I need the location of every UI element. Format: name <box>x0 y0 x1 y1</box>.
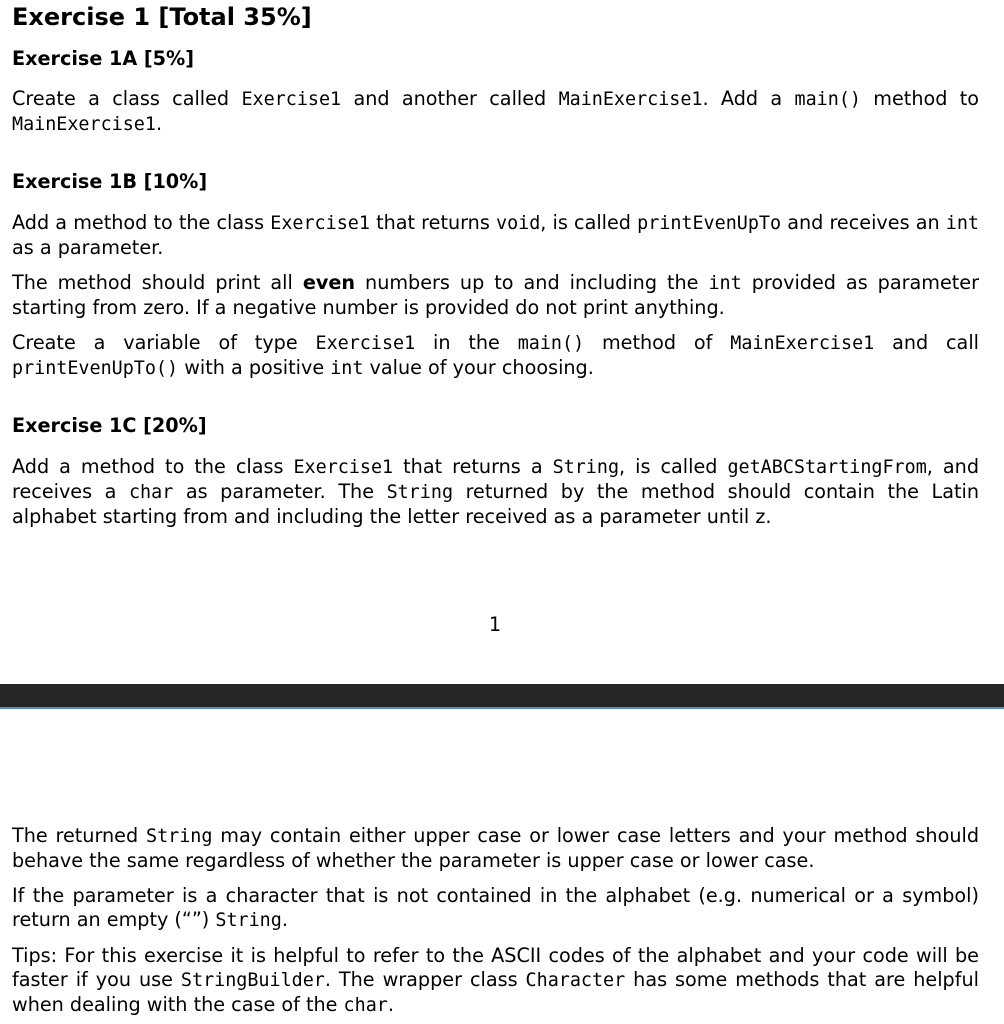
text-run: returned by the method should contain the Latin alphabet starting from and including the letter received as a parameter until z. <box>12 480 979 528</box>
text-run: that returns <box>369 211 496 234</box>
exercise-1b-paragraph-1 <box>12 211 979 260</box>
inline-code: void <box>496 213 541 234</box>
inline-code: String <box>215 910 282 931</box>
page2-paragraph-2 <box>12 884 979 933</box>
text-run: method to <box>860 87 980 110</box>
inline-code: main() <box>794 89 861 110</box>
text-run: as parameter. The <box>173 480 387 503</box>
page-separator <box>0 684 1004 709</box>
inline-code: int <box>330 358 364 379</box>
inline-code: MainExercise1 <box>12 114 156 135</box>
text-run: , and receives a <box>12 455 979 503</box>
exercise-1a-paragraph <box>12 87 979 137</box>
text-run: . Add a <box>702 87 795 110</box>
inline-code: Exercise1 <box>315 333 416 354</box>
text-run: and receives an <box>781 211 946 234</box>
text-run: as a parameter. <box>12 236 164 259</box>
inline-code: String <box>146 826 213 847</box>
inline-code: Exercise1 <box>270 213 370 234</box>
inline-code: int <box>708 273 742 294</box>
page-number: 1 <box>488 613 502 636</box>
exercise-title: Exercise 1 [Total 35%] <box>12 3 312 31</box>
exercise-1c-paragraph <box>12 455 979 529</box>
exercise-1b-paragraph-3 <box>12 331 979 381</box>
document-page-2 <box>0 709 1004 1024</box>
text-run: method of <box>584 331 731 354</box>
text-run: in the <box>415 331 518 354</box>
text-run: Add a method to the class <box>12 455 294 478</box>
text-run: and another called <box>341 87 559 110</box>
inline-code: MainExercise1 <box>558 89 703 110</box>
inline-code: Character <box>525 970 626 991</box>
inline-code: printEvenUpTo <box>637 213 782 234</box>
inline-code: String <box>386 482 454 503</box>
exercise-1c-heading: Exercise 1C [20%] <box>12 414 207 437</box>
text-run: , is called <box>619 455 728 478</box>
text-run: may contain either upper case or lower case letters and your method should behave the same regardless of whether the parameter is upper case or lower case. <box>12 824 980 872</box>
text-run: . <box>281 908 288 931</box>
inline-code: getABCStartingFrom <box>727 457 927 478</box>
page2-paragraph-3 <box>12 944 979 1018</box>
exercise-1b-heading: Exercise 1B [10%] <box>12 170 208 193</box>
text-run: The returned <box>12 824 146 847</box>
text-run: with a positive <box>178 356 331 379</box>
text-run: . <box>387 993 394 1016</box>
text-run: and call <box>874 331 979 354</box>
text-run: Create a variable of type <box>12 331 316 354</box>
text-run: that returns a <box>393 455 553 478</box>
text-run: The method should print all <box>12 271 303 294</box>
text-run: . <box>155 112 163 135</box>
exercise-1b-paragraph-2 <box>12 271 979 320</box>
text-run: has some methods that are helpful when dealing with the case of the <box>12 968 979 1016</box>
text-run: Create a class called <box>12 87 242 110</box>
text-run: Tips: For this exercise it is helpful to refer to the ASCII codes of the alphabet and your code will be faster if you use <box>12 944 979 991</box>
text-run: Add a method to the class <box>12 211 271 234</box>
inline-code: Exercise1 <box>293 457 394 478</box>
text-run: provided as parameter starting from zero. If a negative number is provided do not print anything. <box>12 271 979 319</box>
inline-code: StringBuilder <box>180 970 325 991</box>
text-run: , is called <box>540 211 638 234</box>
inline-code: char <box>128 482 174 503</box>
text-run: If the parameter is a character that is not contained in the alphabet (e.g. numerical or a symbol) return an empty (“”) <box>12 884 979 931</box>
inline-code: main() <box>517 333 585 354</box>
inline-code: String <box>552 457 620 478</box>
emphasis-text: even <box>302 271 356 294</box>
exercise-1a-heading: Exercise 1A [5%] <box>12 47 195 70</box>
inline-code: MainExercise1 <box>730 333 875 354</box>
page2-paragraph-1 <box>12 824 979 873</box>
text-run: value of your choosing. <box>363 356 594 379</box>
inline-code: printEvenUpTo() <box>12 358 179 379</box>
inline-code: char <box>343 995 388 1016</box>
text-run: numbers up to and including the <box>355 271 709 294</box>
inline-code: int <box>945 213 979 234</box>
inline-code: Exercise1 <box>241 89 342 110</box>
text-run: . The wrapper class <box>324 968 526 991</box>
